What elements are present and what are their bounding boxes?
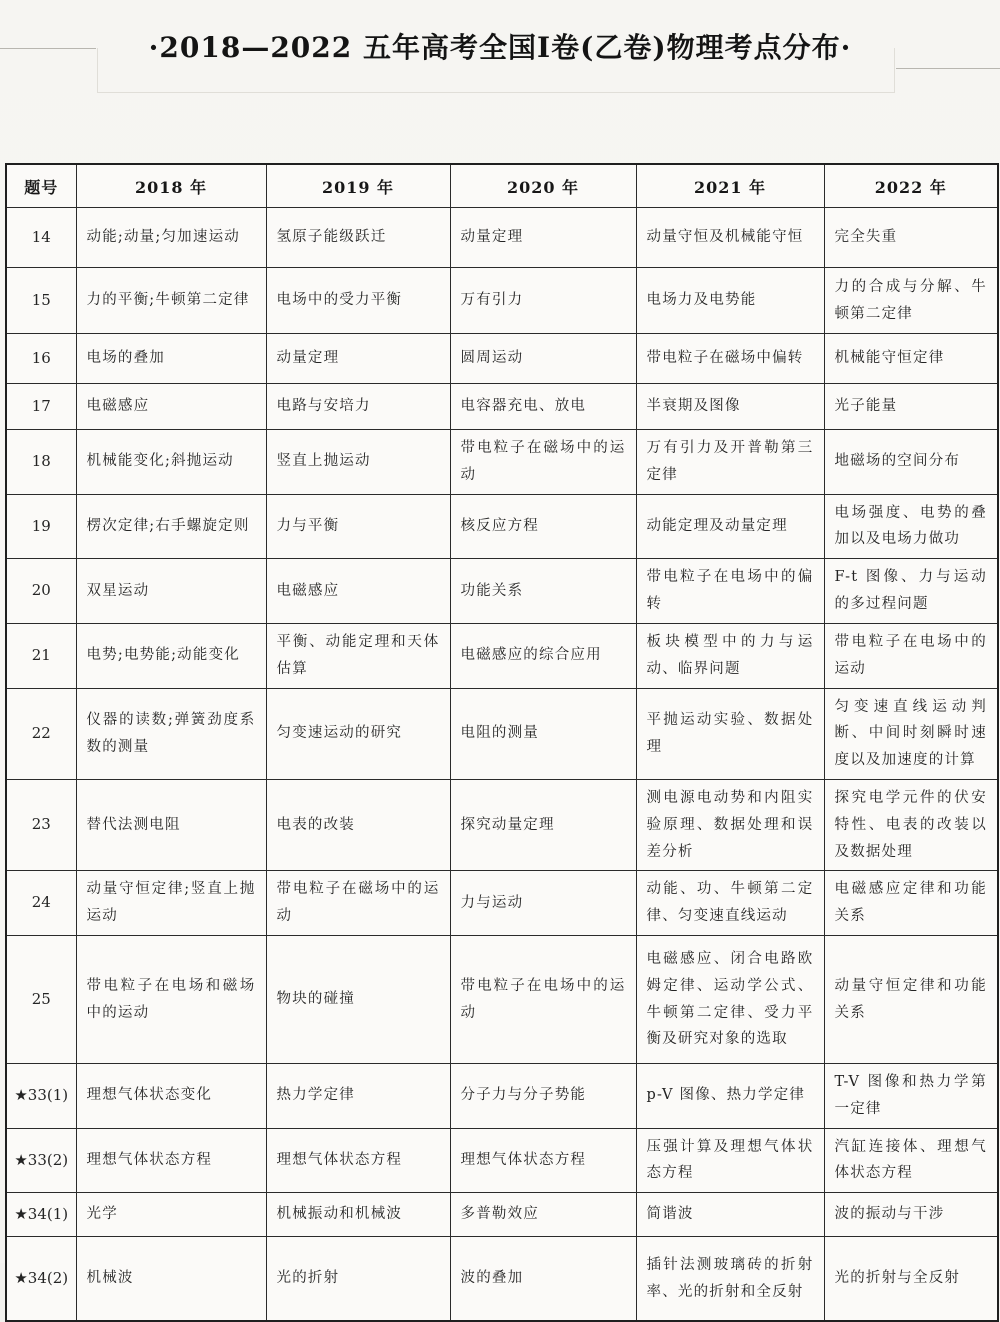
topic-cell: 动能、功、牛顿第二定律、匀变速直线运动: [636, 871, 824, 936]
question-number-cell: 21: [6, 623, 76, 688]
topic-cell: 核反应方程: [450, 494, 636, 559]
question-number-cell: 22: [6, 688, 76, 779]
topic-cell: 力的平衡;牛顿第二定律: [76, 268, 266, 334]
table-row: [6, 1237, 998, 1321]
topic-cell: 平抛运动实验、数据处理: [636, 688, 824, 779]
topic-cell: 电场强度、电势的叠加以及电场力做功: [824, 494, 998, 559]
topic-cell: 匀变速运动的研究: [266, 688, 450, 779]
question-number-cell: 24: [6, 871, 76, 936]
topic-cell: 动量守恒及机械能守恒: [636, 208, 824, 268]
topic-cell: T-V 图像和热力学第一定律: [824, 1064, 998, 1129]
topic-cell: 动能定理及动量定理: [636, 494, 824, 559]
table-row: [6, 384, 998, 430]
question-number-cell: 14: [6, 208, 76, 268]
topic-cell: 压强计算及理想气体状态方程: [636, 1128, 824, 1193]
table-row: [6, 623, 998, 688]
topic-cell: 力与运动: [450, 871, 636, 936]
topic-cell: 带电粒子在电场中的偏转: [636, 559, 824, 624]
topic-cell: 电场力及电势能: [636, 268, 824, 334]
topic-cell: 带电粒子在磁场中的运动: [266, 871, 450, 936]
table-row: [6, 208, 998, 268]
topic-cell: 光学: [76, 1193, 266, 1237]
topic-cell: 半衰期及图像: [636, 384, 824, 430]
topic-cell: 替代法测电阻: [76, 779, 266, 870]
question-number-cell: 19: [6, 494, 76, 559]
topic-cell: 完全失重: [824, 208, 998, 268]
topic-cell: 波的叠加: [450, 1237, 636, 1321]
col-header-year: 2019 年: [266, 164, 450, 208]
topic-cell: 带电粒子在磁场中偏转: [636, 334, 824, 384]
topic-cell: 多普勒效应: [450, 1193, 636, 1237]
topic-cell: 带电粒子在电场中的运动: [824, 623, 998, 688]
topic-cell: 板块模型中的力与运动、临界问题: [636, 623, 824, 688]
topic-cell: 理想气体状态方程: [450, 1128, 636, 1193]
table-row: [6, 688, 998, 779]
topic-cell: 光的折射: [266, 1237, 450, 1321]
topic-cell: 波的振动与干涉: [824, 1193, 998, 1237]
topic-cell: 氢原子能级跃迁: [266, 208, 450, 268]
table-row: [6, 936, 998, 1064]
topic-cell: 热力学定律: [266, 1064, 450, 1129]
topic-cell: 仪器的读数;弹簧劲度系数的测量: [76, 688, 266, 779]
col-header-question-number: 题号: [6, 164, 76, 208]
topic-cell: 插针法测玻璃砖的折射率、光的折射和全反射: [636, 1237, 824, 1321]
table-row: [6, 871, 998, 936]
question-number-cell: 17: [6, 384, 76, 430]
topic-cell: 理想气体状态变化: [76, 1064, 266, 1129]
topic-cell: 电势;电势能;动能变化: [76, 623, 266, 688]
topic-cell: 带电粒子在电场中的运动: [450, 936, 636, 1064]
topic-cell: 电磁感应定律和功能关系: [824, 871, 998, 936]
topic-cell: 地磁场的空间分布: [824, 430, 998, 495]
topic-cell: 动量守恒定律;竖直上抛运动: [76, 871, 266, 936]
table-row: [6, 494, 998, 559]
table-row: [6, 430, 998, 495]
topic-cell: 电磁感应的综合应用: [450, 623, 636, 688]
topic-cell: 双星运动: [76, 559, 266, 624]
table-row: [6, 779, 998, 870]
topic-cell: 机械振动和机械波: [266, 1193, 450, 1237]
topic-cell: 动量定理: [450, 208, 636, 268]
topic-cell: 汽缸连接体、理想气体状态方程: [824, 1128, 998, 1193]
topic-cell: 物块的碰撞: [266, 936, 450, 1064]
topic-cell: 竖直上抛运动: [266, 430, 450, 495]
col-header-year: 2020 年: [450, 164, 636, 208]
question-number-cell: ★33(1): [6, 1064, 76, 1129]
topic-cell: 万有引力及开普勒第三定律: [636, 430, 824, 495]
topic-cell: 带电粒子在电场和磁场中的运动: [76, 936, 266, 1064]
topic-cell: 光子能量: [824, 384, 998, 430]
topic-cell: 动量定理: [266, 334, 450, 384]
topic-cell: 光的折射与全反射: [824, 1237, 998, 1321]
topic-cell: 动能;动量;匀加速运动: [76, 208, 266, 268]
table-row: [6, 1128, 998, 1193]
topic-cell: 功能关系: [450, 559, 636, 624]
question-number-cell: 15: [6, 268, 76, 334]
table-header-row: [6, 164, 998, 208]
topic-cell: 电路与安培力: [266, 384, 450, 430]
topic-cell: 机械能守恒定律: [824, 334, 998, 384]
topic-cell: 分子力与分子势能: [450, 1064, 636, 1129]
question-number-cell: 16: [6, 334, 76, 384]
topic-cell: 力的合成与分解、牛顿第二定律: [824, 268, 998, 334]
topic-cell: 简谐波: [636, 1193, 824, 1237]
question-number-cell: 23: [6, 779, 76, 870]
table-row: [6, 268, 998, 334]
topic-cell: 理想气体状态方程: [76, 1128, 266, 1193]
topic-cell: 探究动量定理: [450, 779, 636, 870]
topic-cell: 电场的叠加: [76, 334, 266, 384]
topic-cell: 测电源电动势和内阻实验原理、数据处理和误差分析: [636, 779, 824, 870]
table-row: [6, 1064, 998, 1129]
topic-cell: 探究电学元件的伏安特性、电表的改装以及数据处理: [824, 779, 998, 870]
topic-cell: p-V 图像、热力学定律: [636, 1064, 824, 1129]
exam-table: [5, 163, 999, 1322]
col-header-year: 2018 年: [76, 164, 266, 208]
col-header-year: 2022 年: [824, 164, 998, 208]
topic-cell: 带电粒子在磁场中的运动: [450, 430, 636, 495]
table-row: [6, 1193, 998, 1237]
topic-cell: 机械能变化;斜抛运动: [76, 430, 266, 495]
page-title: ·2018—2022 五年高考全国Ⅰ卷(乙卷)物理考点分布·: [148, 31, 852, 64]
topic-cell: 理想气体状态方程: [266, 1128, 450, 1193]
topic-cell: 电磁感应、闭合电路欧姆定律、运动学公式、牛顿第二定律、受力平衡及研究对象的选取: [636, 936, 824, 1064]
col-header-year: 2021 年: [636, 164, 824, 208]
topic-cell: 万有引力: [450, 268, 636, 334]
question-number-cell: 18: [6, 430, 76, 495]
topic-cell: 平衡、动能定理和天体估算: [266, 623, 450, 688]
topic-cell: 电表的改装: [266, 779, 450, 870]
question-number-cell: ★34(2): [6, 1237, 76, 1321]
topic-cell: 匀变速直线运动判断、中间时刻瞬时速度以及加速度的计算: [824, 688, 998, 779]
topic-cell: 电场中的受力平衡: [266, 268, 450, 334]
topic-cell: F-t 图像、力与运动的多过程问题: [824, 559, 998, 624]
question-number-cell: 25: [6, 936, 76, 1064]
topic-cell: 楞次定律;右手螺旋定则: [76, 494, 266, 559]
table-row: [6, 559, 998, 624]
topic-cell: 圆周运动: [450, 334, 636, 384]
topic-cell: 力与平衡: [266, 494, 450, 559]
topic-cell: 电阻的测量: [450, 688, 636, 779]
question-number-cell: ★33(2): [6, 1128, 76, 1193]
topic-cell: 动量守恒定律和功能关系: [824, 936, 998, 1064]
question-number-cell: ★34(1): [6, 1193, 76, 1237]
topic-cell: 机械波: [76, 1237, 266, 1321]
table-body: [6, 208, 998, 1321]
table-row: [6, 334, 998, 384]
topic-cell: 电磁感应: [76, 384, 266, 430]
decorative-rule-right: [896, 68, 1000, 69]
topic-cell: 电容器充电、放电: [450, 384, 636, 430]
question-number-cell: 20: [6, 559, 76, 624]
topic-cell: 电磁感应: [266, 559, 450, 624]
